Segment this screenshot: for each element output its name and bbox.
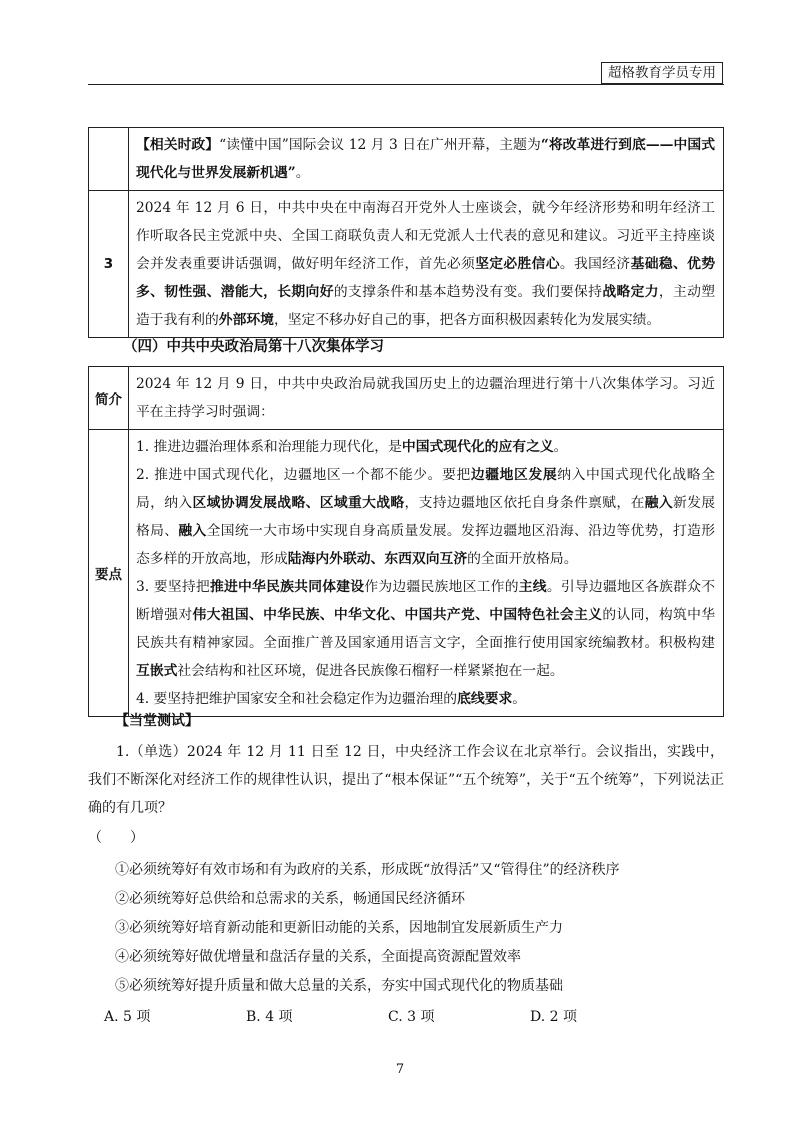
choice-d[interactable]: D. 2 项 — [530, 1009, 577, 1025]
choice-c[interactable]: C. 3 项 — [388, 1009, 435, 1025]
news-text: “读懂中国”国际会议 12 月 3 日在广州开幕，主题为 — [219, 137, 541, 153]
row-label-empty — [89, 128, 129, 191]
news-end: 。 — [295, 165, 310, 181]
answer-bracket: （ ） — [88, 830, 144, 846]
answer-choices — [88, 1003, 724, 1031]
option-item: ④必须统筹好做优增量和盘活存量的关系，全面提高资源配置效率 — [115, 949, 521, 965]
point-3: 3. 要坚持把推进中华民族共同体建设作为边疆民族地区工作的主线。引导边疆地区各族群众不断增强对伟大祖国、中华民族、中华文化、中国共产党、中国特色社会主义的认同，构筑中华民族共有精神家园。全面推广普及国家通用语言文字，全面推行使用国家统编教材。积极构建互嵌式社会结构和社区环境，促进各民族像石榴籽一样紧紧抱在一起。 — [136, 579, 716, 679]
table-row-3 — [89, 191, 724, 338]
points-label: 要点 — [89, 430, 129, 717]
table-row-points — [89, 430, 724, 717]
header-divider — [88, 84, 724, 85]
option-item: ⑤必须统筹好提升质量和做大总量的关系，夯实中国式现代化的物质基础 — [115, 978, 563, 994]
option-item: ①必须统筹好有效市场和有为政府的关系，形成既“放得活”又“管得住”的经济秩序 — [115, 862, 620, 878]
row3-text: ，坚定不移办好自己的事，把各方面积极因素转化为发展实绩。 — [273, 312, 661, 328]
row3-text: 。我国经济 — [559, 256, 631, 272]
policy-table — [88, 127, 724, 338]
row3-bold: 坚定必胜信心 — [475, 256, 560, 272]
intro-cell: 2024 年 12 月 9 日，中共中央政治局就我国历史上的边疆治理进行第十八次集体学习。习近平在主持学习时强调： — [129, 367, 724, 430]
point-2: 2. 推进中国式现代化，边疆地区一个都不能少。要把边疆地区发展纳入中国式现代化战略全局，纳入区域协调发展战略、区域重大战略，支持边疆地区依托自身条件禀赋，在融入新发展格局、融入全国统一大市场中实现自身高质量发展。发挥边疆地区沿海、沿边等优势，打造形态多样的开放高地，形成陆海内外联动、东西双向互济的全面开放格局。 — [136, 467, 716, 567]
point-1: 1. 推进边疆治理体系和治理能力现代化，是中国式现代化的应有之义。 — [136, 439, 568, 455]
row-label-3: 3 — [89, 191, 129, 338]
quiz-question — [88, 738, 724, 1031]
news-theme: “将改革进行到底——中国式现代化与世界发展新机遇” — [136, 137, 716, 181]
point-4: 4. 要坚持把维护国家安全和社会稳定作为边疆治理的底线要求。 — [136, 691, 527, 707]
news-tag: 【相关时政】 — [136, 137, 220, 153]
row3-bold: 战略定力 — [602, 284, 659, 300]
option-item: ②必须统筹好总供给和总需求的关系，畅通国民经济循环 — [115, 891, 465, 907]
option-item: ③必须统筹好培育新动能和更新旧动能的关系，因地制宜发展新质生产力 — [115, 920, 563, 936]
row3-text: 的支撑条件和基本趋势没有变。我们要保持 — [333, 284, 603, 300]
row3-text: ，主动塑造于我有利的 — [136, 284, 716, 328]
choice-a[interactable]: A. 5 项 — [104, 1009, 151, 1025]
points-cell — [129, 430, 724, 717]
row3-bold: 外部环境 — [218, 312, 274, 328]
section-title: （四）中共中央政治局第十八次集体学习 — [123, 339, 384, 355]
intro-label: 简介 — [89, 367, 129, 430]
table-row-news — [89, 128, 724, 191]
header-tag: 超格教育学员专用 — [601, 62, 723, 84]
row3-bold: 基础稳、优势多、韧性强、潜能大，长期向好 — [136, 256, 716, 300]
page-number: 7 — [395, 1062, 405, 1077]
row-3-cell — [129, 191, 724, 338]
quiz-title: 【当堂测试】 — [115, 713, 199, 729]
news-cell — [129, 128, 724, 191]
study-table — [88, 366, 724, 717]
question-stem: 1.（单选）2024 年 12 月 11 日至 12 日，中央经济工作会议在北京举行。会议指出，实践中，我们不断深化对经济工作的规律性认识，提出了“根本保证”“五个统筹”，关于“五个统筹”，下列说法正确的有几项？ — [88, 744, 724, 816]
choice-b[interactable]: B. 4 项 — [246, 1009, 293, 1025]
row3-text: 2024 年 12 月 6 日，中共中央在中南海召开党外人士座谈会，就今年经济形势和明年经济工作听取各民主党派中央、全国工商联负责人和无党派人士代表的意见和建议。习近平主持座谈会并发表重要讲话强调，做好明年经济工作，首先必须 — [136, 200, 715, 272]
table-row-intro — [89, 367, 724, 430]
